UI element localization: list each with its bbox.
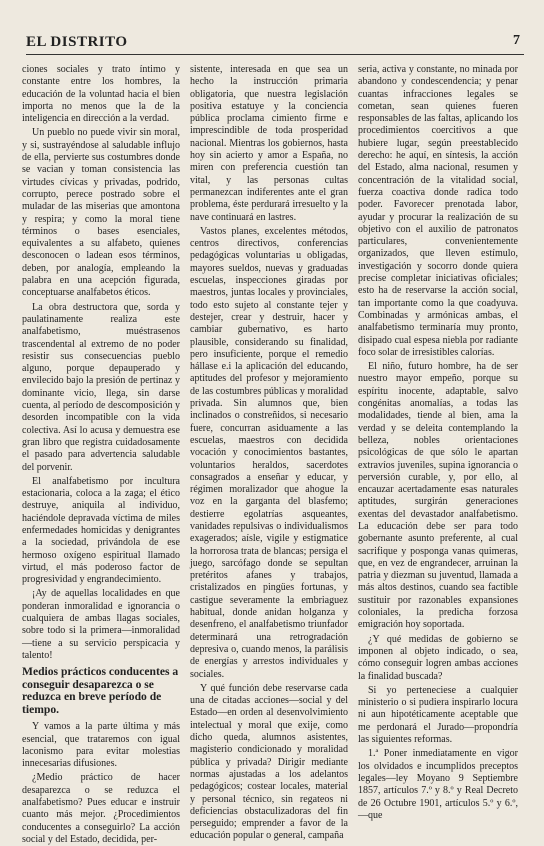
paragraph: ¿Y qué medidas de gobierno se imponen al objeto indicado, o sea, cómo conseguir logren ambas acciones la finalidad buscada?	[358, 633, 518, 682]
paragraph: sistente, interesada en que sea un hecho la instrucción primaria obligatoria, que nuestra legislación positiva estatuye y la conciencia pública proclama cimiento firme e imprescindible de toda prosperidad nacional. Mientras los gobiernos, hasta hoy sin acierto y amor a España, no miren con preferencia cuestión tan vital, y las personas cultas permanezcan indiferentes ante el gran problema, éste perdurará irresuelto y la nave continuará en lastres.	[190, 64, 348, 223]
text-column-2	[190, 64, 348, 842]
paragraph: Vastos planes, excelentes métodos, centros directivos, conferencias pedagógicas voluntarias u obligadas, mayores sueldos, nuevas y graduadas escuelas, inspecciones giradas por maestros, juntas locales y provinciales, todo esto sujeto al constante tejer y destejer, crear y destruir, hacer y cambiar gubernativo, es harto plausible, considerando su finalidad, pero insuficiente, porque el remedio hállase e.i la aplicación del educando, aptitudes del profesor y mejoramiento de las costumbres públicas y moralidad privada. Sin alumnos que, bien inclinados o constreñidos, si necesario fuere, concurran asiduamente a las escuelas, maestros con decidida vocación y conocimientos bastantes, voluntarios heraldos, sacerdotes consagrados a enseñar y educar, y régimen moralizador que ahogue la voz en la garganta del blasfemo; destierre egolatrías asqueantes, vanidades repulsivas o individualismos exagerados; aísle, vigile y estigmatice la horrorosa trata de blancas; persiga el juego, sarcófago donde se sepultan pretéritos afanes y trabajos, cristalizados en pingües fortunas, y castigue severamente la embriaguez habitual, donde anidan holganza y desenfreno, el analfabetismo triunfador determinará una retrogradación depresiva o, cuando menos, la parálisis de energías y arrestos individuales y sociales.	[190, 225, 348, 680]
paragraph: La obra destructora que, sorda y paulatinamente realiza este analfabetismo, muéstrasenos trascendental al extremo de no poder resistir sus consecuencias pueblo alguno, porque depauperado y envilecido bajo la presión de pertinaz y dominante vicio, llega, sin darse cuenta, al período de descomposición y desorden incompatible con la vida colectiva. Así lo acusa y demuestra ese gran libro que registra cuidadosamente el pasado para advertencia saludable del porvenir.	[22, 301, 180, 473]
page-number: 7	[513, 33, 520, 48]
paragraph: Y vamos a la parte última y más esencial, que trataremos con igual laconismo para evitar molestias innecesarias difusiones.	[22, 721, 180, 770]
paragraph: seria, activa y constante, no minada por abandono y condescendencia; y penar cuantas infracciones legales se cometan, sean quienes fueren responsables de las faltas, aplicando los procedimientos coercitivos a que hubiere lugar, según preestablecido derecho: he aquí, en síntesis, la acción del Estado, alma nacional, resumen y concentración de la vitalidad social, fuerza coactiva donde radica todo poder. Favorecer prenotada labor, ayudar y procurar la realización de su objetivo con el auxilio de patronatos particulares, convenientemente organizados, que lleven estímulo, investigación y socorro donde quiera precise completar iniciativas oficiales; esto ha de reservarse la acción social, tan importante como la que coadyuva. Combinadas y armónicas ambas, el analfabetismo terminaría muy pronto, disipado cual espesa niebla por radiante foco solar de irresistibles calorías.	[358, 64, 518, 358]
paragraph: 1.ª Poner inmediatamente en vigor los olvidados e incumplidos preceptos legales—ley Moyano 9 Septiembre 1857, artículos 7.º y 8.º y Real Decreto de 26 Octubre 1901, artículos 5.º y 6.º,—que	[358, 748, 518, 821]
paragraph: Y qué función debe reservarse cada una de citadas acciones—social y del Estado—en orden al desenvolvimiento intelectual y moral que exije, como dicho queda, alumnos asistentes, magisterio condicionado y moralidad pública y privada? Dirigir mediante normas ajustadas a los adelantos pedagógicos; costear locales, material y personal técnico, sin regateos ni deficiencias obstaculizadoras del fin perseguido; emprender a favor de la educación popular o general, campaña	[190, 682, 348, 842]
paragraph: ¡Ay de aquellas localidades en que ponderan inmoralidad e ignorancia o cualquiera de ambas llagas sociales, sobre todo si la primera—inmoralidad—tiene a su servicio perspicacia y talento!	[22, 588, 180, 661]
section-heading: Medios prácticos conducentes a conseguir desaparezca o se reduzca en breve período de tiempo.	[22, 665, 179, 716]
masthead-title: EL DISTRITO	[26, 34, 128, 50]
text-column-3	[358, 64, 518, 821]
page-header	[26, 30, 524, 54]
paragraph: ¿Medio práctico de hacer desaparezca o se reduzca el analfabetismo? Pues educar e instruir cuanto más mejor. ¿Procedimientos conducentes a conseguirlo? La acción social y del Estado, decidida, per-	[22, 772, 180, 845]
paragraph: El analfabetismo por incultura estacionaria, coloca a la zaga; el ético destruye, aniquila al individuo, haciéndole depravada víctima de miles enfermedades homicidas y denigrantes a la sociedad, privándola de ese hermoso oxígeno espiritual llamado virtud, el más poderoso factor de progresividad y engrandecimiento.	[22, 475, 180, 586]
paragraph: Un pueblo no puede vivir sin moral, y si, sustrayéndose al saludable influjo de ella, pervierte sus costumbres donde se vacian y toman consistencia las virtudes cívicas y privadas, podrido, corrupto, perece postrado sobre el muladar de las miserias que amontona y respira; y como la moral tiene términos o bases esenciales, equivalentes a su alfabeto, quienes desconocen o ladean esos términos, deben, por analogía, empleando la palabra en una acepción figurada, conceptuarse analfabetos éticos.	[22, 127, 180, 299]
header-rule	[26, 54, 524, 55]
text-column-1	[22, 64, 180, 845]
paragraph: ciones sociales y trato íntimo y constante entre los hombres, la educación de la voluntad hacia el bien importa no menos que la de la inteligencia en dirección a la verdad.	[22, 64, 180, 125]
paragraph: El niño, futuro hombre, ha de ser nuestro mayor empeño, porque su espíritu inocente, adaptable, salvo congénitas anomalías, a todas las modalidades, tiende al bien, ama la verdad y se deleita contemplando la belleza, nobles orientaciones psicológicas de que sólo le apartan extravíos juveniles, supina ignorancia o perversión curable, y, por ello, al encauzar acertadamente esas naturales aptitudes, surgirán generaciones exentas del devastador analfabetismo. La educación debe ser para todo gobernante asunto preferente, al cual sacrifique y posponga vanas quimeras, que, en vez de engrandecer, arruinan la patria y diezman su juventud, llamada a más altos destinos, cuando sea factible sustituir por razonables expansiones coloniales, la predicha forzosa emigración hoy soportada.	[358, 361, 518, 631]
paragraph: Si yo perteneciese a cualquier ministerio o si pudiera inspirarlo locura ni aun hipotéticamente aceptable que me perdonará el Jurado—propondría las siguientes reformas.	[358, 684, 518, 746]
